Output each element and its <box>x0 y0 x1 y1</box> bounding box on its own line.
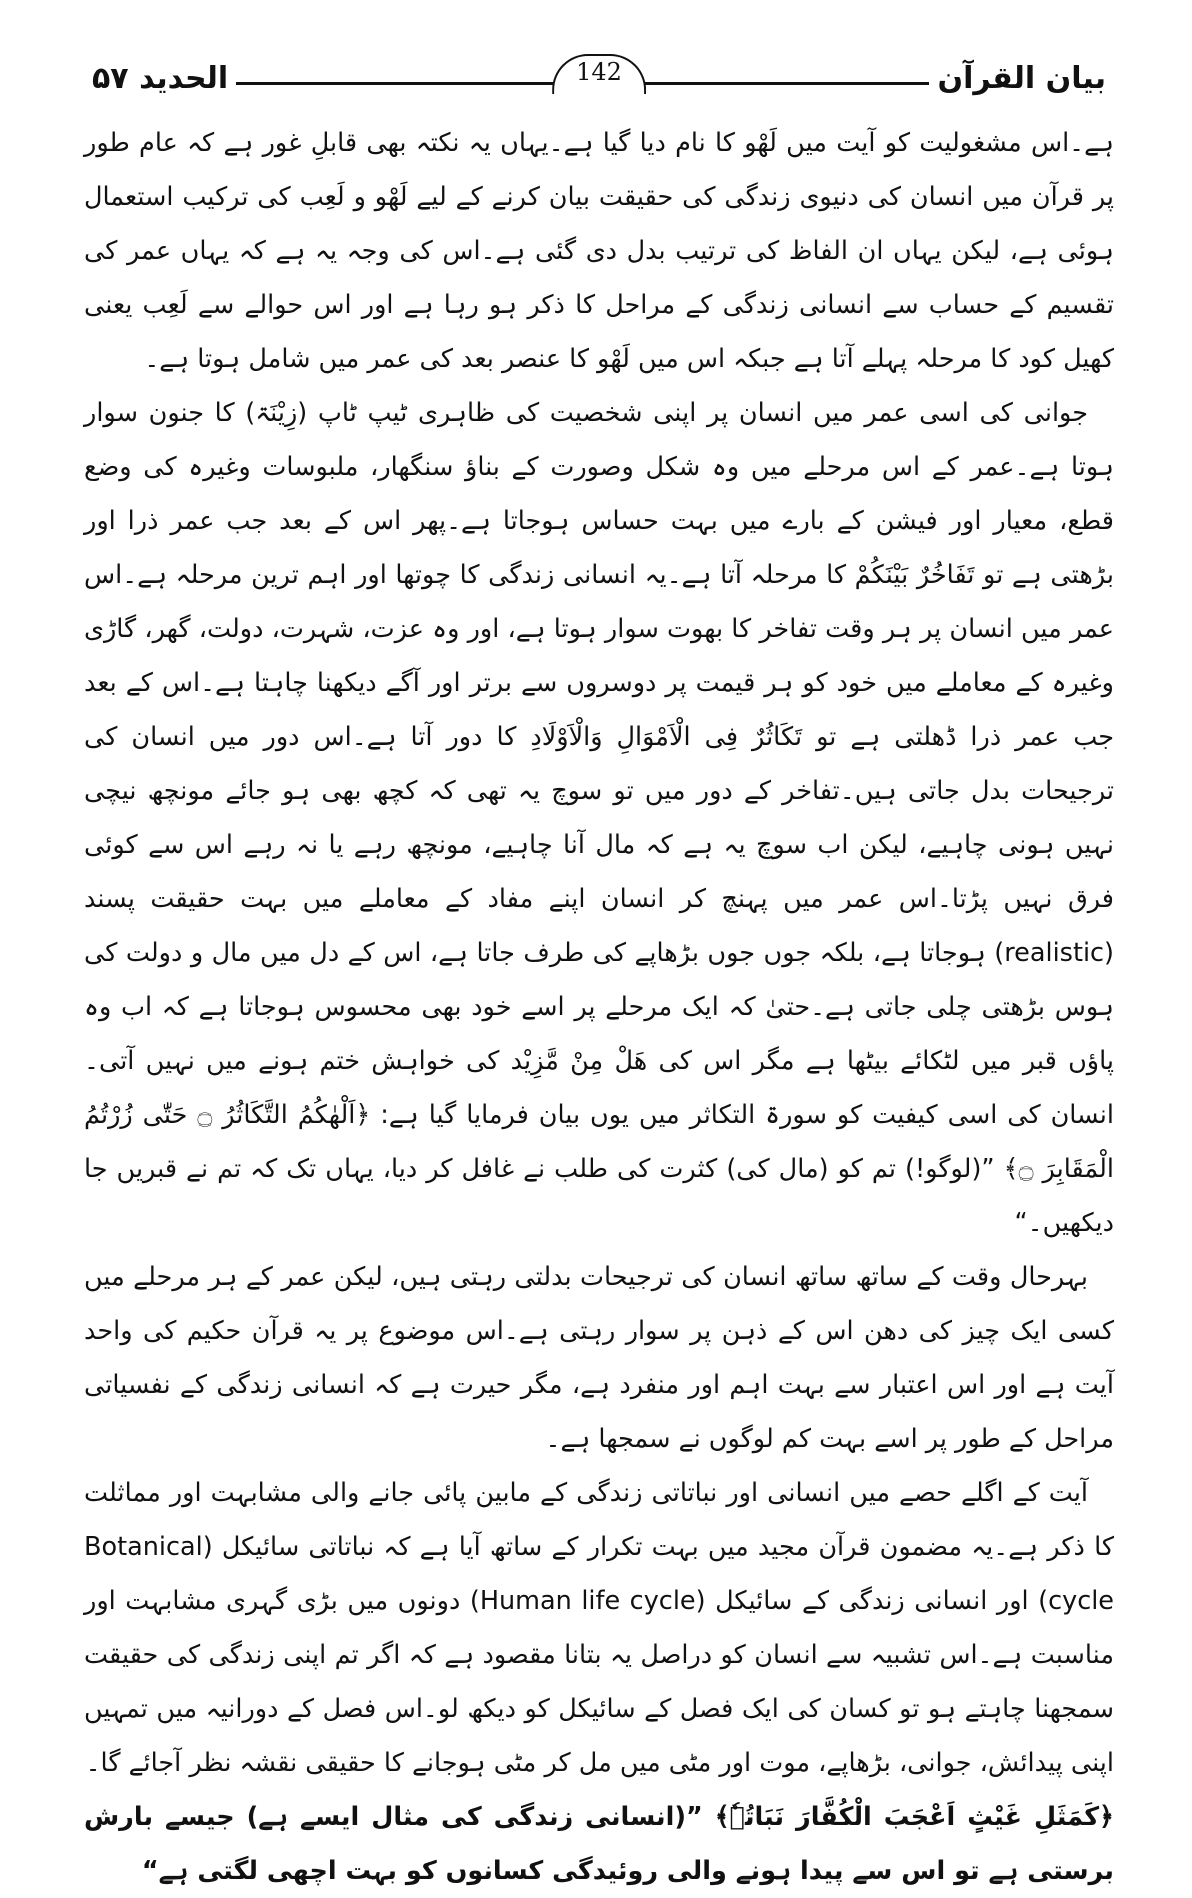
closing-quote: ﴿کَمَثَلِ غَیْثٍ اَعْجَبَ الْکُفَّارَ نَبَاتُہٗ﴾ ”(انسانی زندگی کی مثال ایسے ہے) جیسے بارش برستی ہے تو اس سے پیدا ہونے والی روئیدگی کسانوں کو بہت اچھی لگتی ہے“ <box>84 1802 1114 1886</box>
book-title: بیان القرآن <box>929 61 1114 96</box>
body-text <box>84 116 1114 1898</box>
surah-title: الحدید ۵۷ <box>84 61 236 96</box>
paragraph-1: ہے۔اس مشغولیت کو آیت میں لَھْو کا نام دیا گیا ہے۔یہاں یہ نکتہ بھی قابلِ غور ہے کہ عام طور پر قرآن میں انسان کی دنیوی زندگی کی حقیقت بیان کرنے کے لیے لَھْو و لَعِب کی ترکیب استعمال ہوئی ہے، لیکن یہاں ان الفاظ کی ترتیب بدل دی گئی ہے۔اس کی وجہ یہ ہے کہ یہاں عمر کی تقسیم کے حساب سے انسانی زندگی کے مراحل کا ذکر ہو رہا ہے اور اس حوالے سے لَعِب یعنی کھیل کود کا مرحلہ پہلے آتا ہے جبکہ اس میں لَھْو کا عنصر بعد کی عمر میں شامل ہوتا ہے۔ <box>84 128 1114 374</box>
page-header <box>84 48 1114 108</box>
paragraph-4: آیت کے اگلے حصے میں انسانی اور نباتاتی زندگی کے مابین پائی جانے والی مشابہت اور مماثلت کا ذکر ہے۔یہ مضمون قرآن مجید میں بہت تکرار کے ساتھ آیا ہے کہ نباتاتی سائیکل (Botanical cycle) اور انسانی زندگی کے سائیکل (Human life cycle) دونوں میں بڑی گہری مشابہت اور مناسبت ہے۔اس تشبیہ سے انسان کو دراصل یہ بتانا مقصود ہے کہ اگر تم اپنی زندگی کی حقیقت سمجھنا چاہتے ہو تو کسان کی ایک فصل کے سائیکل کو دیکھ لو۔اس فصل کے دورانیہ میں تمہیں اپنی پیدائش، جوانی، بڑھاپے، موت اور مٹی میں مل کر مٹی ہوجانے کا حقیقی نقشہ نظر آجائے گا۔ <box>84 1478 1114 1778</box>
paragraph-3: بہرحال وقت کے ساتھ ساتھ انسان کی ترجیحات بدلتی رہتی ہیں، لیکن عمر کے ہر مرحلے میں کسی ایک چیز کی دھن اس کے ذہن پر سوار رہتی ہے۔اس موضوع پر یہ قرآن حکیم کی واحد آیت ہے اور اس اعتبار سے بہت اہم اور منفرد ہے، مگر حیرت ہے کہ انسانی زندگی کے نفسیاتی مراحل کے طور پر اسے بہت کم لوگوں نے سمجھا ہے۔ <box>84 1262 1114 1454</box>
page-number: 142 <box>552 54 646 94</box>
paragraph-2: جوانی کی اسی عمر میں انسان پر اپنی شخصیت کی ظاہری ٹیپ ٹاپ (زِیْنَۃ) کا جنون سوار ہوتا ہے۔عمر کے اس مرحلے میں وہ شکل وصورت کے بناؤ سنگھار، ملبوسات وغیرہ کی وضع قطع، معیار اور فیشن کے بارے میں بہت حساس ہوجاتا ہے۔پھر اس کے بعد جب عمر ذرا اور بڑھتی ہے تو تَفَاخُرٌ بَیْنَکُمْ کا مرحلہ آتا ہے۔یہ انسانی زندگی کا چوتھا اور اہم ترین مرحلہ ہے۔اس عمر میں انسان پر ہر وقت تفاخر کا بھوت سوار ہوتا ہے، اور وہ عزت، شہرت، دولت، گھر، گاڑی وغیرہ کے معاملے میں خود کو ہر قیمت پر دوسروں سے برتر اور آگے دیکھنا چاہتا ہے۔اس کے بعد جب عمر ذرا ڈھلتی ہے تو تَکَاثُرٌ فِی الْاَمْوَالِ وَالْاَوْلَادِ کا دور آتا ہے۔اس دور میں انسان کی ترجیحات بدل جاتی ہیں۔تفاخر کے دور میں تو سوچ یہ تھی کہ کچھ بھی ہو جائے مونچھ نیچی نہیں ہونی چاہیے، لیکن اب سوچ یہ ہے کہ مال آنا چاہیے، مونچھ رہے یا نہ رہے اس سے کوئی فرق نہیں پڑتا۔اس عمر میں پہنچ کر انسان اپنے مفاد کے معاملے میں بہت حقیقت پسند (realistic) ہوجاتا ہے، بلکہ جوں جوں بڑھاپے کی طرف جاتا ہے، اس کے دل میں مال و دولت کی ہوس بڑھتی چلی جاتی ہے۔حتیٰ کہ ایک مرحلے پر اسے خود بھی محسوس ہوجاتا ہے کہ اب وہ پاؤں قبر میں لٹکائے بیٹھا ہے مگر اس کی ھَلْ مِنْ مَّزِیْد کی خواہش ختم ہونے میں نہیں آتی۔انسان کی اسی کیفیت کو سورۃ التکاثر میں یوں بیان فرمایا گیا ہے: ﴿اَلْھٰکُمُ التَّکَاثُرُ ۝ حَتّٰی زُرْتُمُ الْمَقَابِرَ ۝﴾ ”(لوگو!) تم کو (مال کی) کثرت کی طلب نے غافل کر دیا، یہاں تک کہ تم نے قبریں جا دیکھیں۔“ <box>84 398 1114 1238</box>
